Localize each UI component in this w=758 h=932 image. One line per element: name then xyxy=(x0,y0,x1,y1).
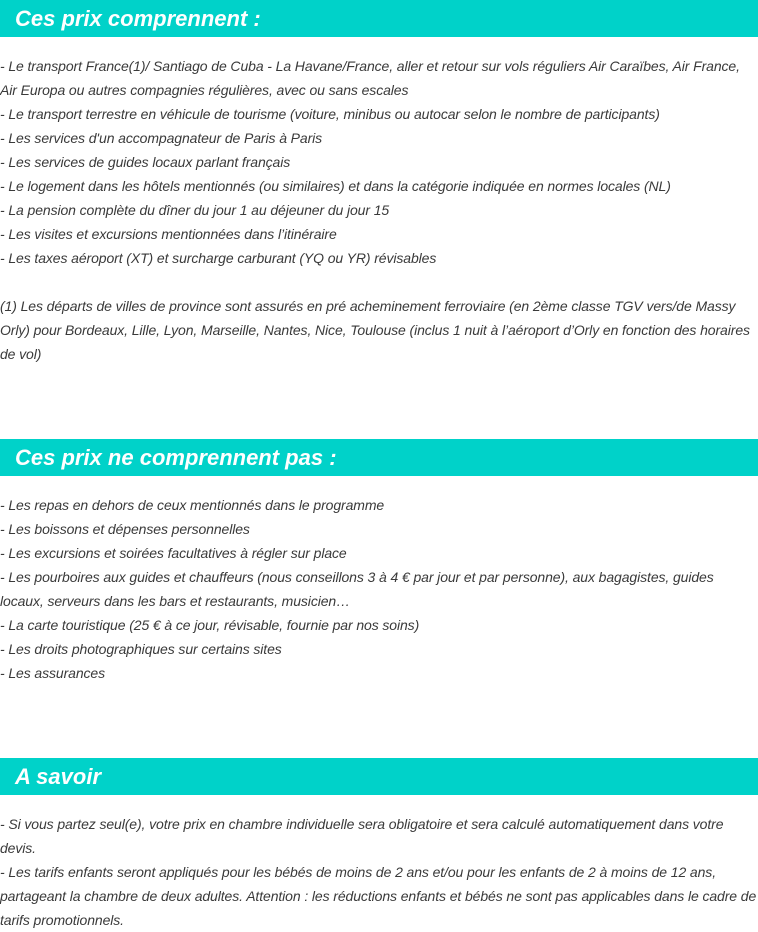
list-item: - Le transport terrestre en véhicule de tourisme (voiture, minibus ou autocar selon le nombre de participants) xyxy=(0,106,660,122)
section-included xyxy=(0,0,758,366)
list-item: - La pension complète du dîner du jour 1 au déjeuner du jour 15 xyxy=(0,202,390,218)
list-item: - Les visites et excursions mentionnées dans l’itinéraire xyxy=(0,226,337,242)
section-a-savoir xyxy=(0,758,758,932)
list-item: - Les assurances xyxy=(0,665,106,681)
list-item: - Les repas en dehors de ceux mentionnés dans le programme xyxy=(0,497,385,513)
list-item: - Les taxes aéroport (XT) et surcharge carburant (YQ ou YR) révisables xyxy=(0,250,437,266)
section-title-a-savoir: A savoir xyxy=(0,758,758,795)
section-excluded xyxy=(0,439,758,685)
list-item: - Le transport France(1)/ Santiago de Cuba - La Havane/France, aller et retour sur vols réguliers Air Caraïbes, Air France, Air Europa ou autres compagnies régulières, avec ou sans escales xyxy=(0,58,740,98)
list-item: - Les droits photographiques sur certains sites xyxy=(0,641,282,657)
list-item: - Les services de guides locaux parlant français xyxy=(0,154,291,170)
list-item: - Les boissons et dépenses personnelles xyxy=(0,521,250,537)
spacer xyxy=(0,270,758,294)
included-list xyxy=(0,54,758,366)
list-item: - Les excursions et soirées facultatives à régler sur place xyxy=(0,545,347,561)
list-item: - La carte touristique (25 € à ce jour, révisable, fournie par nos soins) xyxy=(0,617,420,633)
list-item: - Les services d'un accompagnateur de Paris à Paris xyxy=(0,130,323,146)
list-item: - Si vous partez seul(e), votre prix en chambre individuelle sera obligatoire et sera calculé automatiquement dans votre devis. xyxy=(0,816,724,856)
excluded-list xyxy=(0,493,758,685)
section-title-included: Ces prix comprennent : xyxy=(0,0,758,37)
list-item: - Le logement dans les hôtels mentionnés (ou similaires) et dans la catégorie indiquée en normes locales (NL) xyxy=(0,178,671,194)
footnote: (1) Les départs de villes de province sont assurés en pré acheminement ferroviaire (en 2ème classe TGV vers/de Massy Orly) pour Bordeaux, Lille, Lyon, Marseille, Nantes, Nice, Toulouse (inclus 1 nuit à l’aéroport d’Orly en fonction des horaires de vol) xyxy=(0,298,750,362)
list-item: - Les pourboires aux guides et chauffeurs (nous conseillons 3 à 4 € par jour et par personne), aux bagagistes, guides locaux, serveurs dans les bars et restaurants, musicien… xyxy=(0,569,714,609)
list-item: - Les tarifs enfants seront appliqués pour les bébés de moins de 2 ans et/ou pour les enfants de 2 à moins de 12 ans, partageant la chambre de deux adultes. Attention : les réductions enfants et bébés ne sont pas applicables dans le cadre de tarifs promotionnels. xyxy=(0,864,757,928)
section-title-excluded: Ces prix ne comprennent pas : xyxy=(0,439,758,476)
a-savoir-list xyxy=(0,812,758,932)
